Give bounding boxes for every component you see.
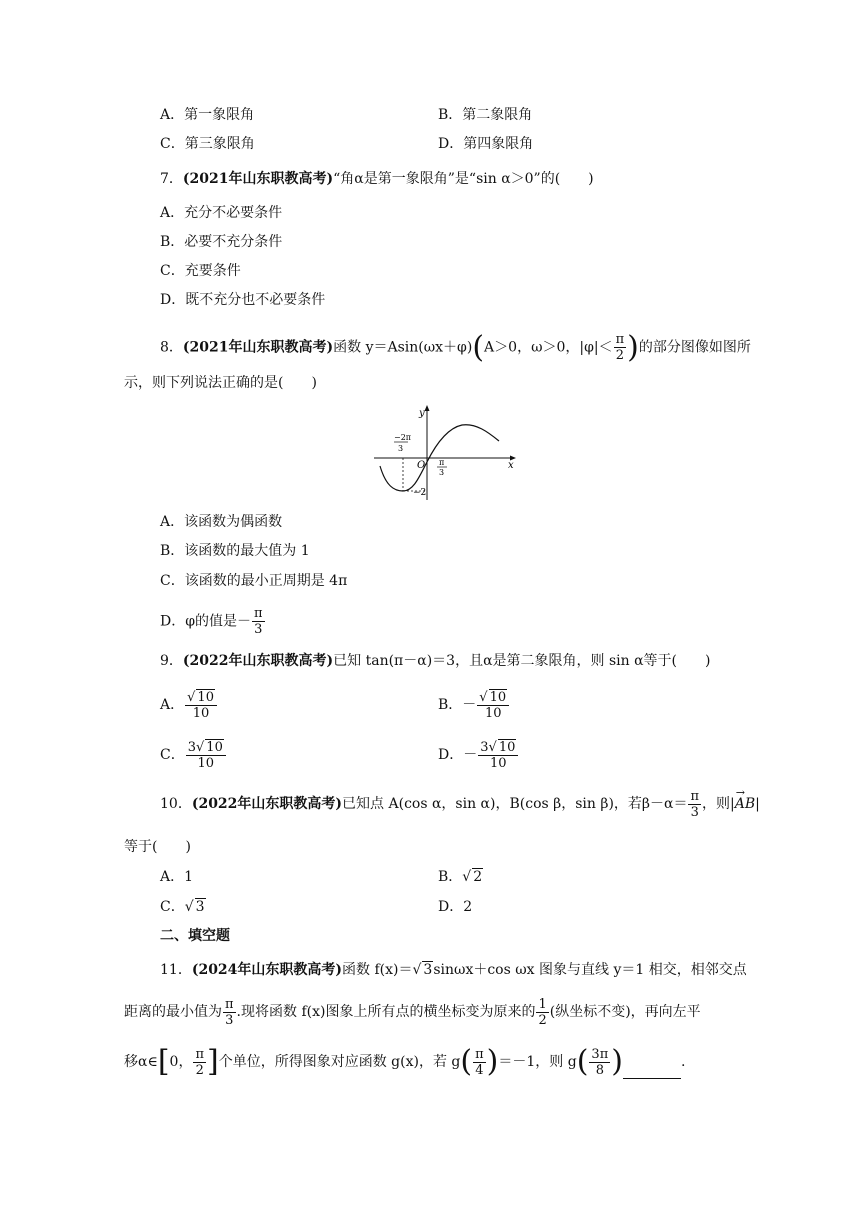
q10-option-a: A．1 bbox=[160, 869, 194, 885]
y-axis-label: y bbox=[419, 408, 425, 419]
min-label: −2 bbox=[413, 488, 427, 498]
origin-label: O bbox=[417, 460, 426, 471]
answer-blank[interactable] bbox=[623, 1064, 681, 1079]
q9-option-b: B．－ $\frac{√ 10}{10}$ bbox=[438, 688, 510, 722]
q9-option-d: D．－ $\frac{3√ 10}{10}$ bbox=[438, 738, 519, 772]
x-axis-label: x bbox=[508, 460, 514, 471]
q8-sine-graph bbox=[370, 402, 520, 502]
q8-option-d: D．φ的值是－ $\frac{\pi}{3}$ bbox=[160, 606, 263, 637]
q6-option-a: A．第一象限角 bbox=[160, 107, 255, 123]
q10-stem: 10．(2022年山东职教高考)已知点 A(cos α，sin α)，B(cos β，sin β)，若β－α＝ $\frac{\pi}{3}$ ，则|→ AB| bbox=[160, 788, 760, 820]
section-heading: 二、填空题 bbox=[160, 928, 230, 944]
q9-option-c: C． $\frac{3√ 10}{10}$ bbox=[160, 738, 227, 772]
tick-right-den: 3 bbox=[439, 468, 445, 477]
q10-option-c: C．√ 3 bbox=[160, 899, 205, 915]
q11-line3: 移α∈[0， $\frac{\pi}{2}$ ]个单位，所得图象对应函数 g(x)，若 g( $\frac{\pi}{4}$ )＝－1，则 g( $\frac{3\pi}{8}$ ) . bbox=[124, 1044, 686, 1079]
q7-stem: 7．(2021年山东职教高考)“角α是第一象限角”是“sin α＞0”的( ) bbox=[160, 171, 594, 187]
tick-left-num: −2π bbox=[394, 433, 412, 442]
q7-option-b: B．必要不充分条件 bbox=[160, 234, 283, 250]
q10-option-b: B．√ 2 bbox=[438, 869, 483, 885]
q11-line2: 距离的最小值为 $\frac{\pi}{3}$ .现将函数 f(x)图象上所有点的横坐标变为原来的 $\frac{1}{2}$ (纵坐标不变)，再向左平 bbox=[124, 996, 701, 1028]
q8-stem-line2: 示，则下列说法正确的是( ) bbox=[124, 375, 317, 391]
q6-option-c: C．第三象限角 bbox=[160, 136, 255, 152]
q8-stem: 8．(2021年山东职教高考)函数 y＝Asin(ωx＋φ)(A＞0，ω＞0，|φ|＜ $\frac{\pi}{2}$ )的部分图像如图所 bbox=[160, 329, 751, 365]
q7-option-c: C．充要条件 bbox=[160, 263, 241, 279]
q6-option-d: D．第四象限角 bbox=[438, 136, 534, 152]
q6-option-b: B．第二象限角 bbox=[438, 107, 533, 123]
q10-stem-line2: 等于( ) bbox=[124, 839, 191, 855]
q9-option-a: A． $\frac{√ 10}{10}$ bbox=[160, 688, 218, 722]
q10-option-d: D．2 bbox=[438, 899, 473, 915]
q9-stem: 9．(2022年山东职教高考)已知 tan(π－α)＝3，且α是第二象限角，则 sin α等于( ) bbox=[160, 653, 711, 669]
q7-option-d: D．既不充分也不必要条件 bbox=[160, 292, 326, 308]
q7-option-a: A．充分不必要条件 bbox=[160, 205, 283, 221]
tick-left-den: 3 bbox=[398, 444, 404, 453]
q8-option-c: C．该函数的最小正周期是 4π bbox=[160, 573, 348, 589]
tick-right-num: π bbox=[439, 458, 445, 467]
q8-option-b: B．该函数的最大值为 1 bbox=[160, 543, 310, 559]
q8-option-a: A．该函数为偶函数 bbox=[160, 514, 283, 530]
q11-line1: 11．(2024年山东职教高考)函数 f(x)＝√ 3sinωx＋cos ωx 图象与直线 y＝1 相交，相邻交点 bbox=[160, 962, 747, 978]
